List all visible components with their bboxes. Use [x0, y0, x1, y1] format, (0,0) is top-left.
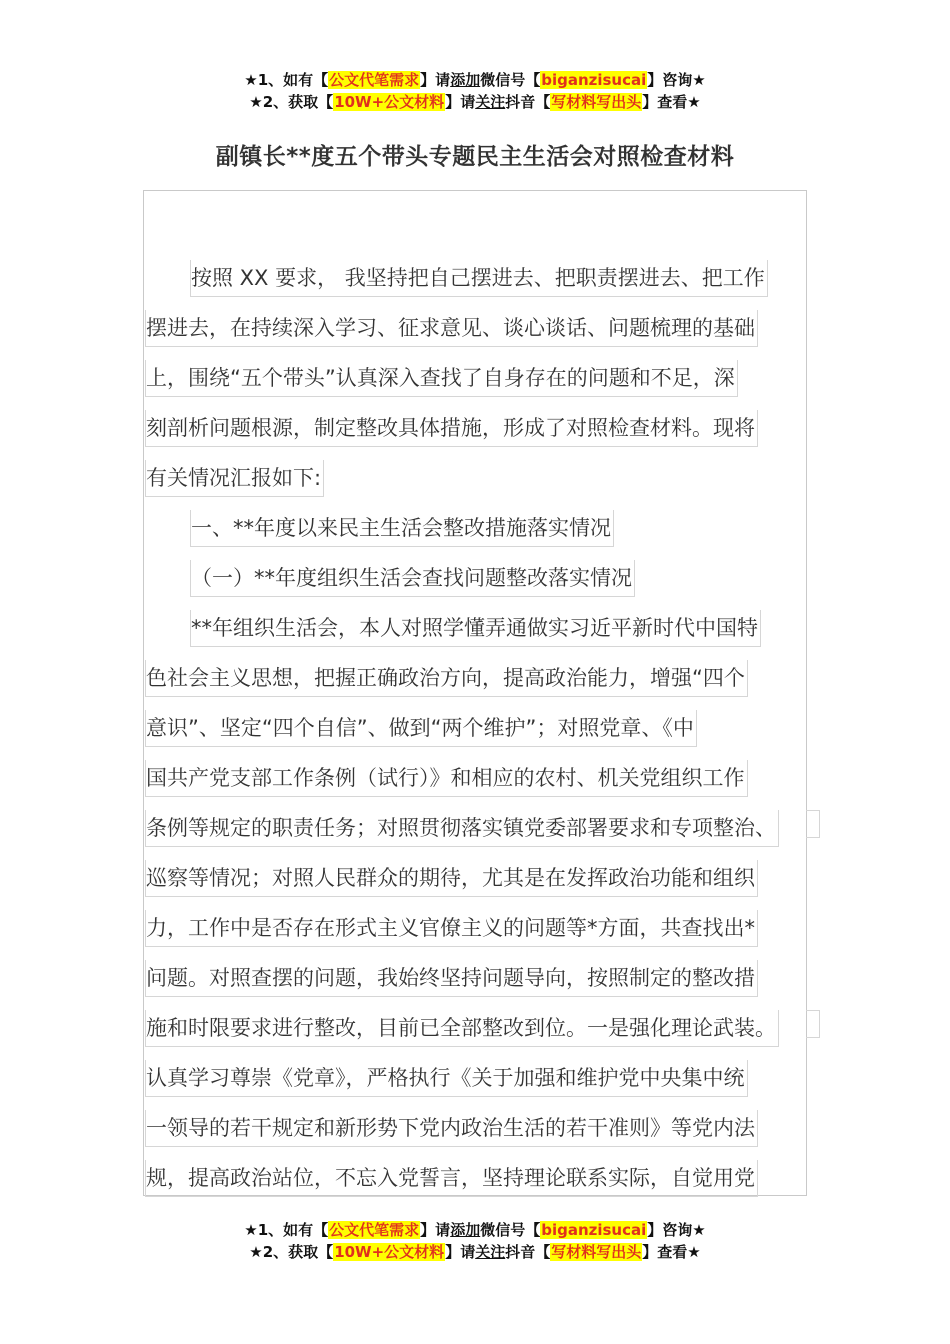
text-line: 意识”、坚定“四个自信”、做到“两个维护”；对照党章、《中	[145, 708, 795, 758]
bottom-banner	[0, 1219, 950, 1263]
overflow-marker	[806, 810, 820, 838]
text-line: 条例等规定的职责任务；对照贯彻落实镇党委部署要求和专项整治、	[145, 808, 795, 858]
highlight-text: biganzisucai	[541, 71, 647, 89]
overflow-marker	[806, 1010, 820, 1038]
text-line: 色社会主义思想，把握正确政治方向，提高政治能力，增强“四个	[145, 658, 795, 708]
highlight-text: 10W+公文材料	[334, 93, 445, 111]
text-line: 认真学习尊崇《党章》，严格执行《关于加强和维护党中央集中统	[145, 1058, 795, 1108]
text-line: 有关情况汇报如下:	[145, 458, 795, 508]
highlight-text: biganzisucai	[541, 1221, 647, 1239]
banner-line-2: ★2、获取【10W+公文材料】请关注抖音【写材料写出头】查看★	[249, 1243, 701, 1261]
text-line: 刻剖析问题根源，制定整改具体措施，形成了对照检查材料。现将	[145, 408, 795, 458]
text-line: 上，围绕“五个带头”认真深入查找了自身存在的问题和不足，深	[145, 358, 795, 408]
highlight-text: 公文代笔需求	[329, 1221, 420, 1239]
text-line: 规，提高政治站位，不忘入党誓言，坚持理论联系实际，自觉用党	[145, 1158, 795, 1208]
text-line: 按照 XX 要求， 我坚持把自己摆进去、把职责摆进去、把工作	[145, 258, 795, 308]
text-line: 巡察等情况；对照人民群众的期待，尤其是在发挥政治功能和组织	[145, 858, 795, 908]
banner-line-1: ★1、如有【公文代笔需求】请添加微信号【biganzisucai】咨询★	[244, 71, 706, 89]
highlight-text: 公文代笔需求	[329, 71, 420, 89]
top-banner	[0, 69, 950, 113]
text-line: **年组织生活会，本人对照学懂弄通做实习近平新时代中国特	[145, 608, 795, 658]
highlight-text: 写材料写出头	[551, 93, 642, 111]
section-heading: 一、**年度以来民主生活会整改措施落实情况	[145, 508, 795, 558]
document-body	[145, 258, 795, 1208]
text-line: 问题。对照查摆的问题，我始终坚持问题导向，按照制定的整改措	[145, 958, 795, 1008]
banner-line-1: ★1、如有【公文代笔需求】请添加微信号【biganzisucai】咨询★	[244, 1221, 706, 1239]
text-line: 国共产党支部工作条例（试行）》和相应的农村、机关党组织工作	[145, 758, 795, 808]
document-title: 副镇长**度五个带头专题民主生活会对照检查材料	[215, 144, 735, 170]
highlight-text: 写材料写出头	[551, 1243, 642, 1261]
text-line: 摆进去，在持续深入学习、征求意见、谈心谈话、问题梳理的基础	[145, 308, 795, 358]
text-line: 一领导的若干规定和新形势下党内政治生活的若干准则》等党内法	[145, 1108, 795, 1158]
text-line: 施和时限要求进行整改，目前已全部整改到位。一是强化理论武装。	[145, 1008, 795, 1058]
text-line: 力，工作中是否存在形式主义官僚主义的问题等*方面，共查找出*	[145, 908, 795, 958]
banner-line-2: ★2、获取【10W+公文材料】请关注抖音【写材料写出头】查看★	[249, 93, 701, 111]
subsection-heading: （一）**年度组织生活会查找问题整改落实情况	[145, 558, 795, 608]
highlight-text: 10W+公文材料	[334, 1243, 445, 1261]
